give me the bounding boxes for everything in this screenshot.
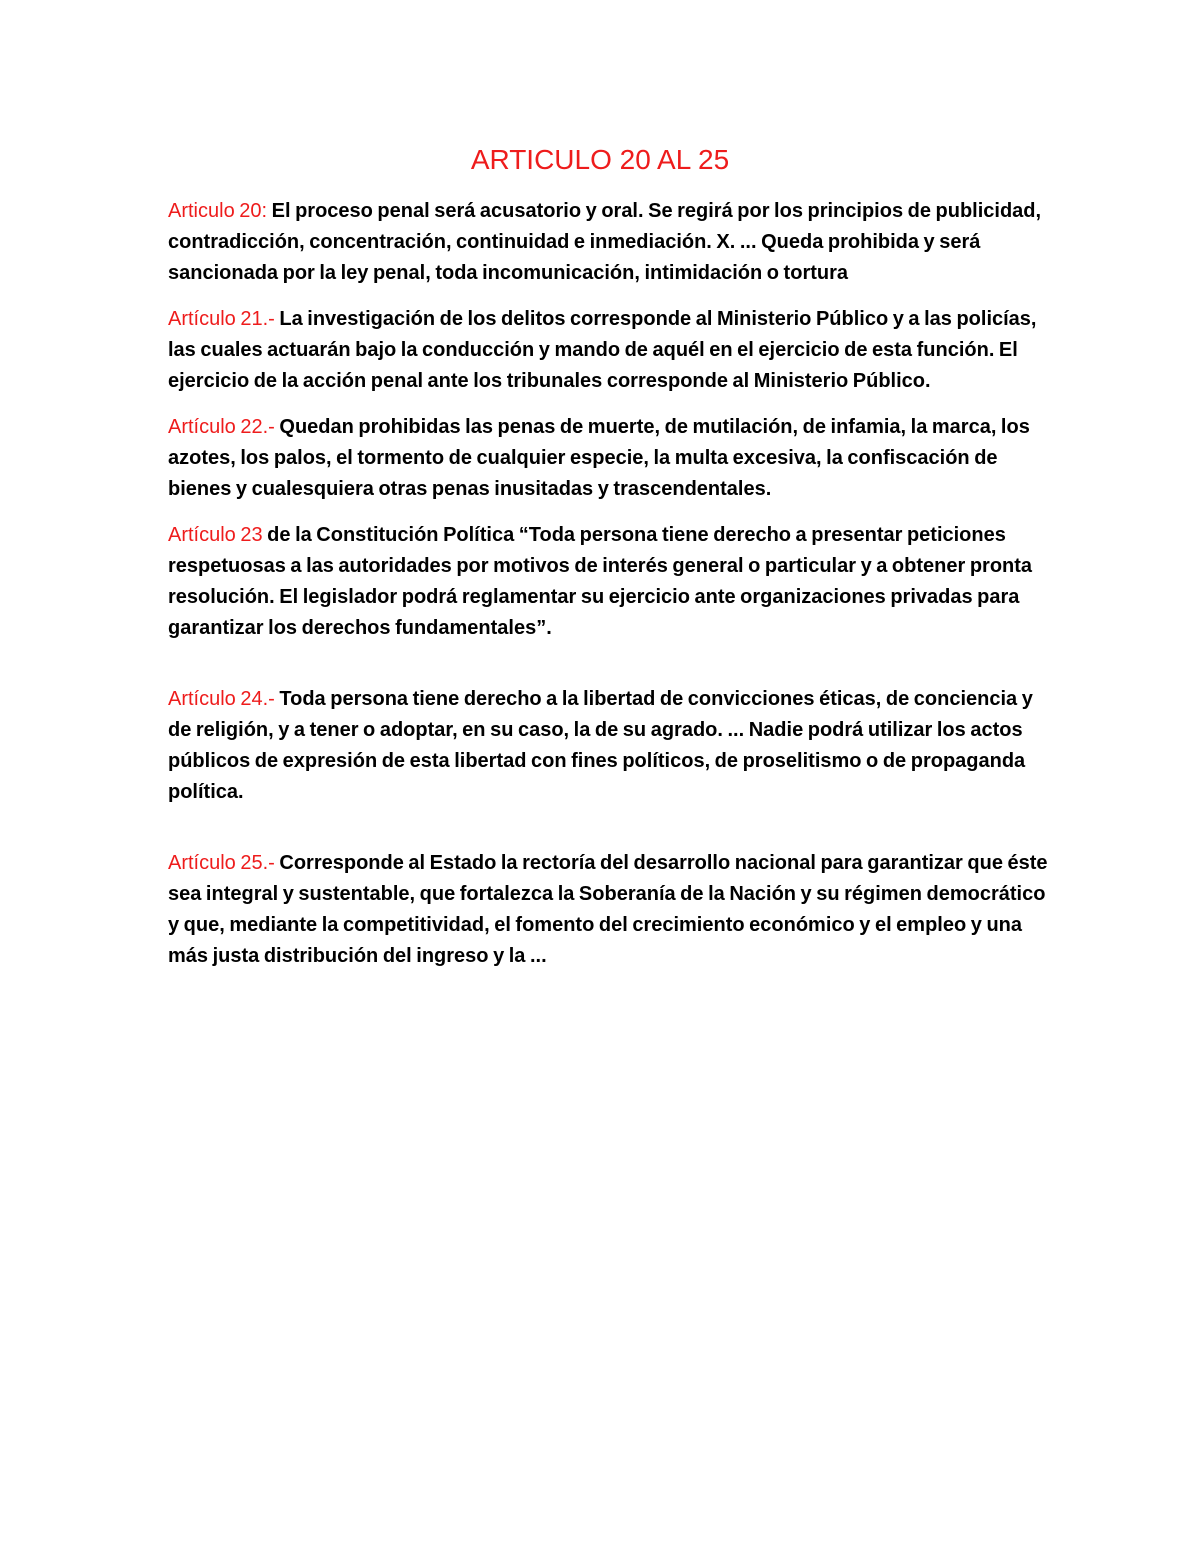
page-title: ARTICULO 20 AL 25: [470, 144, 730, 175]
article-24: [168, 684, 1048, 808]
article-label: Artículo 24.-: [168, 688, 275, 710]
article-text: Toda persona tiene derecho a la libertad de convicciones éticas, de conciencia y de religión, y a tener o adoptar, en su caso, la de su agrado. ... Nadie podrá utilizar los actos públicos de expresión de esta libertad con fines políticos, de proselitismo o de propaganda política.: [168, 688, 1033, 803]
article-20: [168, 196, 1048, 289]
article-label: Artículo 25.-: [168, 852, 275, 874]
article-label: Artículo 22.-: [168, 416, 275, 438]
article-text: La investigación de los delitos corresponde al Ministerio Público y a las policías, las cuales actuarán bajo la conducción y mando de aquél en el ejercicio de esta función. El ejercicio de la acción penal ante los tribunales corresponde al Ministerio Público.: [168, 308, 1037, 392]
article-25: [168, 848, 1048, 972]
article-text: de la Constitución Política “Toda persona tiene derecho a presentar peticiones respetuosas a las autoridades por motivos de interés general o particular y a obtener pronta resolución. El legislador podrá reglamentar su ejercicio ante organizaciones privadas para garantizar los derechos fundamentales”.: [168, 524, 1033, 639]
article-21: [168, 304, 1048, 397]
document-body: [168, 196, 1048, 987]
article-label: Artículo 23: [168, 524, 263, 546]
article-text: Quedan prohibidas las penas de muerte, de mutilación, de infamia, la marca, los azotes, los palos, el tormento de cualquier especie, la multa excesiva, la confiscación de bienes y cualesquiera otras penas inusitadas y trascendentales.: [168, 416, 1030, 500]
article-text: Corresponde al Estado la rectoría del desarrollo nacional para garantizar que éste sea integral y sustentable, que fortalezca la Soberanía de la Nación y su régimen democrático y que, mediante la competitividad, el fomento del crecimiento económico y el empleo y una más justa distribución del ingreso y la ...: [168, 852, 1048, 967]
article-label: Artículo 21.-: [168, 308, 275, 330]
article-22: [168, 412, 1048, 505]
article-label: Articulo 20:: [168, 200, 268, 222]
article-23: [168, 520, 1048, 644]
article-text: El proceso penal será acusatorio y oral. Se regirá por los principios de publicidad, contradicción, concentración, continuidad e inmediación. X. ... Queda prohibida y será sancionada por la ley penal, toda incomunicación, intimidación o tortura: [168, 200, 1042, 284]
